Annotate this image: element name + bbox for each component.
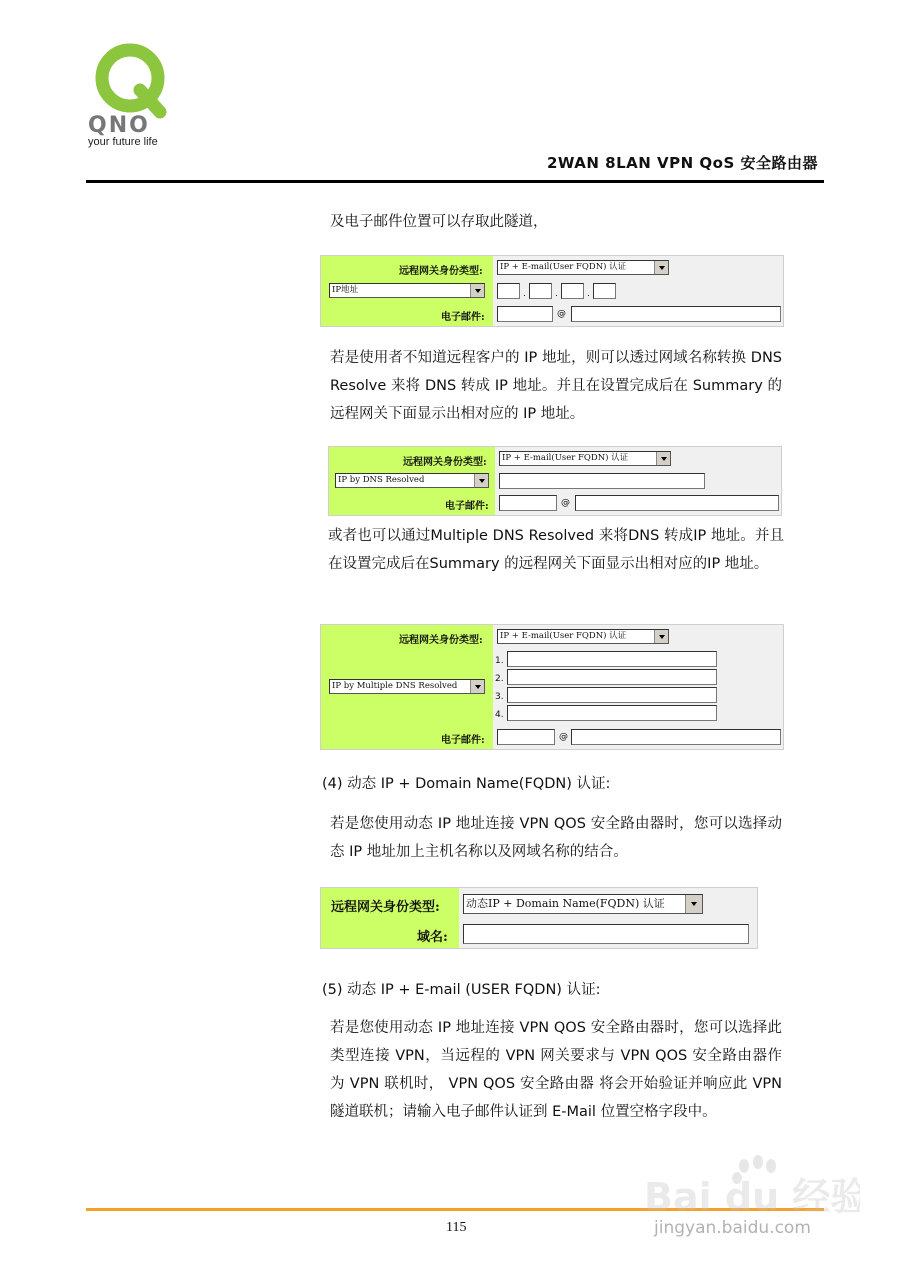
label-remote-gateway-type: 远程网关身份类型:	[331, 900, 440, 915]
identity-type-value: 动态IP + Domain Name(FQDN) 认证	[466, 897, 665, 910]
identity-type-value: IP + E-mail(User FQDN) 认证	[502, 453, 629, 463]
address-type-value: IP by Multiple DNS Resolved	[332, 681, 458, 691]
dns-name-1-input[interactable]	[507, 651, 717, 667]
chevron-down-icon	[470, 680, 484, 693]
domain-name-input[interactable]	[463, 924, 749, 944]
dot-separator: .	[555, 289, 558, 299]
chevron-down-icon	[654, 261, 668, 274]
form-panel-3	[320, 624, 784, 750]
label-email: 电子邮件:	[441, 735, 485, 746]
at-sign: @	[557, 309, 566, 319]
identity-type-select[interactable]	[497, 629, 669, 644]
email-domain-input[interactable]	[571, 306, 781, 322]
dns-name-input[interactable]	[499, 473, 705, 489]
paragraph-2: 若是使用者不知道远程客户的 IP 地址，则可以透过网域名称转换 DNS Resolve 来将 DNS 转成 IP 地址。并且在设置完成后在 Summary 的远程网关下面显示出相对应的 IP 地址。	[330, 350, 782, 422]
identity-type-value: IP + E-mail(User FQDN) 认证	[500, 631, 627, 641]
identity-type-select[interactable]	[463, 894, 703, 914]
section-heading-4: (4) 动态 IP + Domain Name(FQDN) 认证:	[322, 776, 611, 792]
page-number: 115	[446, 1220, 467, 1235]
at-sign: @	[559, 732, 568, 742]
section-heading-5: (5) 动态 IP + E-mail (USER FQDN) 认证:	[322, 982, 601, 998]
dot-separator: .	[587, 289, 590, 299]
email-user-input[interactable]	[499, 495, 557, 511]
chevron-down-icon	[656, 452, 670, 465]
dns-name-3-input[interactable]	[507, 687, 717, 703]
paragraph-5: 若是您使用动态 IP 地址连接 VPN QOS 安全路由器时，您可以选择此类型连接 VPN，当远程的 VPN 网关要求与 VPN QOS 安全路由器作为 VPN 联机时， VPN QOS 安全路由器 将会开始验证并响应此 VPN 隧道联机；请输入电子邮件认证到 E-Mail 位置空格字段中。	[330, 1020, 782, 1120]
dns-index-3: 3.	[495, 692, 504, 702]
chevron-down-icon	[654, 630, 668, 643]
header-title: 2WAN 8LAN VPN QoS 安全路由器	[546, 154, 818, 172]
dns-index-4: 4.	[495, 710, 504, 720]
chevron-down-icon	[474, 474, 488, 487]
identity-type-select[interactable]	[499, 451, 671, 466]
identity-type-select[interactable]	[497, 260, 669, 275]
label-domain-name: 域名:	[417, 930, 448, 945]
ip-octet-4-input[interactable]	[593, 283, 616, 299]
form-panel-1	[320, 255, 784, 327]
address-type-value: IP by DNS Resolved	[338, 475, 425, 485]
dot-separator: .	[523, 289, 526, 299]
ip-octet-2-input[interactable]	[529, 283, 552, 299]
address-type-select[interactable]	[335, 473, 489, 488]
email-user-input[interactable]	[497, 306, 553, 322]
email-domain-input[interactable]	[575, 495, 779, 511]
at-sign: @	[561, 498, 570, 508]
dns-name-4-input[interactable]	[507, 705, 717, 721]
form-panel-2	[328, 446, 782, 516]
dns-index-1: 1.	[495, 656, 504, 666]
ip-octet-3-input[interactable]	[561, 283, 584, 299]
chevron-down-icon	[685, 895, 702, 913]
ip-octet-1-input[interactable]	[497, 283, 520, 299]
watermark-url: jingyan.baidu.com	[654, 1218, 811, 1238]
chevron-down-icon	[470, 284, 484, 297]
paragraph-1: 及电子邮件位置可以存取此隧道，	[330, 214, 548, 230]
form-panel-4	[320, 887, 758, 949]
paragraph-4: 若是您使用动态 IP 地址连接 VPN QOS 安全路由器时，您可以选择动态 IP 地址加上主机名称以及网域名称的结合。	[330, 816, 782, 860]
logo-tagline: your future life	[88, 136, 158, 148]
dns-index-2: 2.	[495, 674, 504, 684]
paragraph-3: 或者也可以通过Multiple DNS Resolved 来将DNS 转成IP 地址。并且在设置完成后在Summary 的远程网关下面显示出相对应的IP 地址。	[328, 528, 784, 572]
address-type-value: IP地址	[332, 285, 359, 295]
email-domain-input[interactable]	[571, 729, 781, 745]
email-user-input[interactable]	[497, 729, 555, 745]
label-remote-gateway-type: 远程网关身份类型:	[399, 266, 483, 277]
label-email: 电子邮件:	[445, 501, 489, 512]
label-remote-gateway-type: 远程网关身份类型:	[403, 457, 487, 468]
identity-type-value: IP + E-mail(User FQDN) 认证	[500, 262, 627, 272]
address-type-select[interactable]	[329, 283, 485, 298]
address-type-select[interactable]	[329, 679, 485, 694]
watermark-brand: Bai du 经验	[644, 1175, 860, 1219]
label-email: 电子邮件:	[441, 312, 485, 323]
header-divider	[86, 180, 824, 183]
label-remote-gateway-type: 远程网关身份类型:	[399, 635, 483, 646]
logo-wordmark: QNO	[88, 113, 150, 138]
dns-name-2-input[interactable]	[507, 669, 717, 685]
